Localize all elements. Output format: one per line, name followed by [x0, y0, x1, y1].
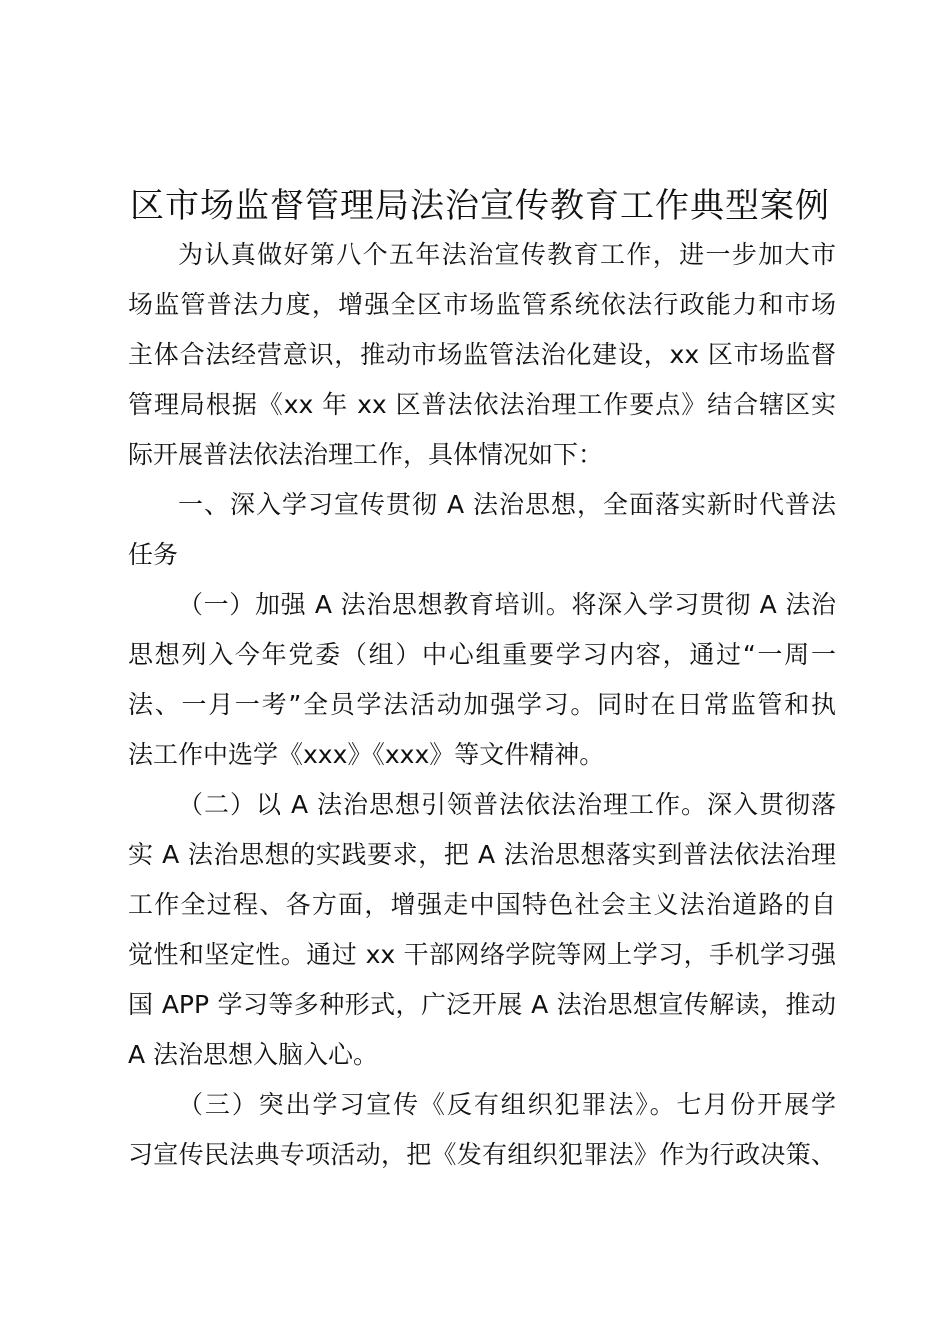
text-line: 为认真做好第八个五年法治宣传教育工作，进一步加大市	[178, 240, 836, 269]
document-body	[128, 230, 836, 1180]
text-line: （一）加强 A 法治思想教育培训。将深入学习贯彻 A 法治	[178, 590, 836, 619]
text-line: 际开展普法依法治理工作，具体情况如下：	[128, 440, 604, 469]
paragraph-item-2	[128, 780, 836, 1080]
text-line: 思想列入今年党委（组）中心组重要学习内容，通过“一周一	[128, 640, 836, 669]
text-line: 一、深入学习宣传贯彻 A 法治思想，全面落实新时代普法	[178, 490, 836, 519]
text-line: 实 A 法治思想的实践要求，把 A 法治思想落实到普法依法治理	[128, 840, 836, 869]
paragraph-item-1	[128, 580, 836, 780]
paragraph-item-3	[128, 1080, 836, 1180]
text-line: 管理局根据《xx 年 xx 区普法依法治理工作要点》结合辖区实	[128, 390, 836, 419]
text-line: A 法治思想入脑入心。	[128, 1040, 379, 1069]
text-line: 习宣传民法典专项活动，把《发有组织犯罪法》作为行政决策、	[128, 1140, 836, 1169]
section-heading-1	[128, 480, 836, 580]
text-line: 觉性和坚定性。通过 xx 干部网络学院等网上学习，手机学习强	[128, 940, 836, 969]
text-line: （二）以 A 法治思想引领普法依法治理工作。深入贯彻落	[178, 790, 836, 819]
text-line: 法、一月一考”全员学法活动加强学习。同时在日常监管和执	[128, 690, 836, 719]
text-line: 法工作中选学《xxx》《xxx》等文件精神。	[128, 740, 605, 769]
text-line: 任务	[128, 540, 179, 569]
paragraph-intro	[128, 230, 836, 480]
document-title: 区市场监督管理局法治宣传教育工作典型案例	[130, 186, 830, 226]
text-line: 主体合法经营意识，推动市场监管法治化建设，xx 区市场监督	[128, 340, 836, 369]
text-line: （三）突出学习宣传《反有组织犯罪法》。七月份开展学	[178, 1090, 836, 1119]
text-line: 国 APP 学习等多种形式，广泛开展 A 法治思想宣传解读，推动	[128, 990, 836, 1019]
text-line: 工作全过程、各方面，增强走中国特色社会主义法治道路的自	[128, 890, 836, 919]
text-line: 场监管普法力度，增强全区市场监管系统依法行政能力和市场	[128, 290, 836, 319]
